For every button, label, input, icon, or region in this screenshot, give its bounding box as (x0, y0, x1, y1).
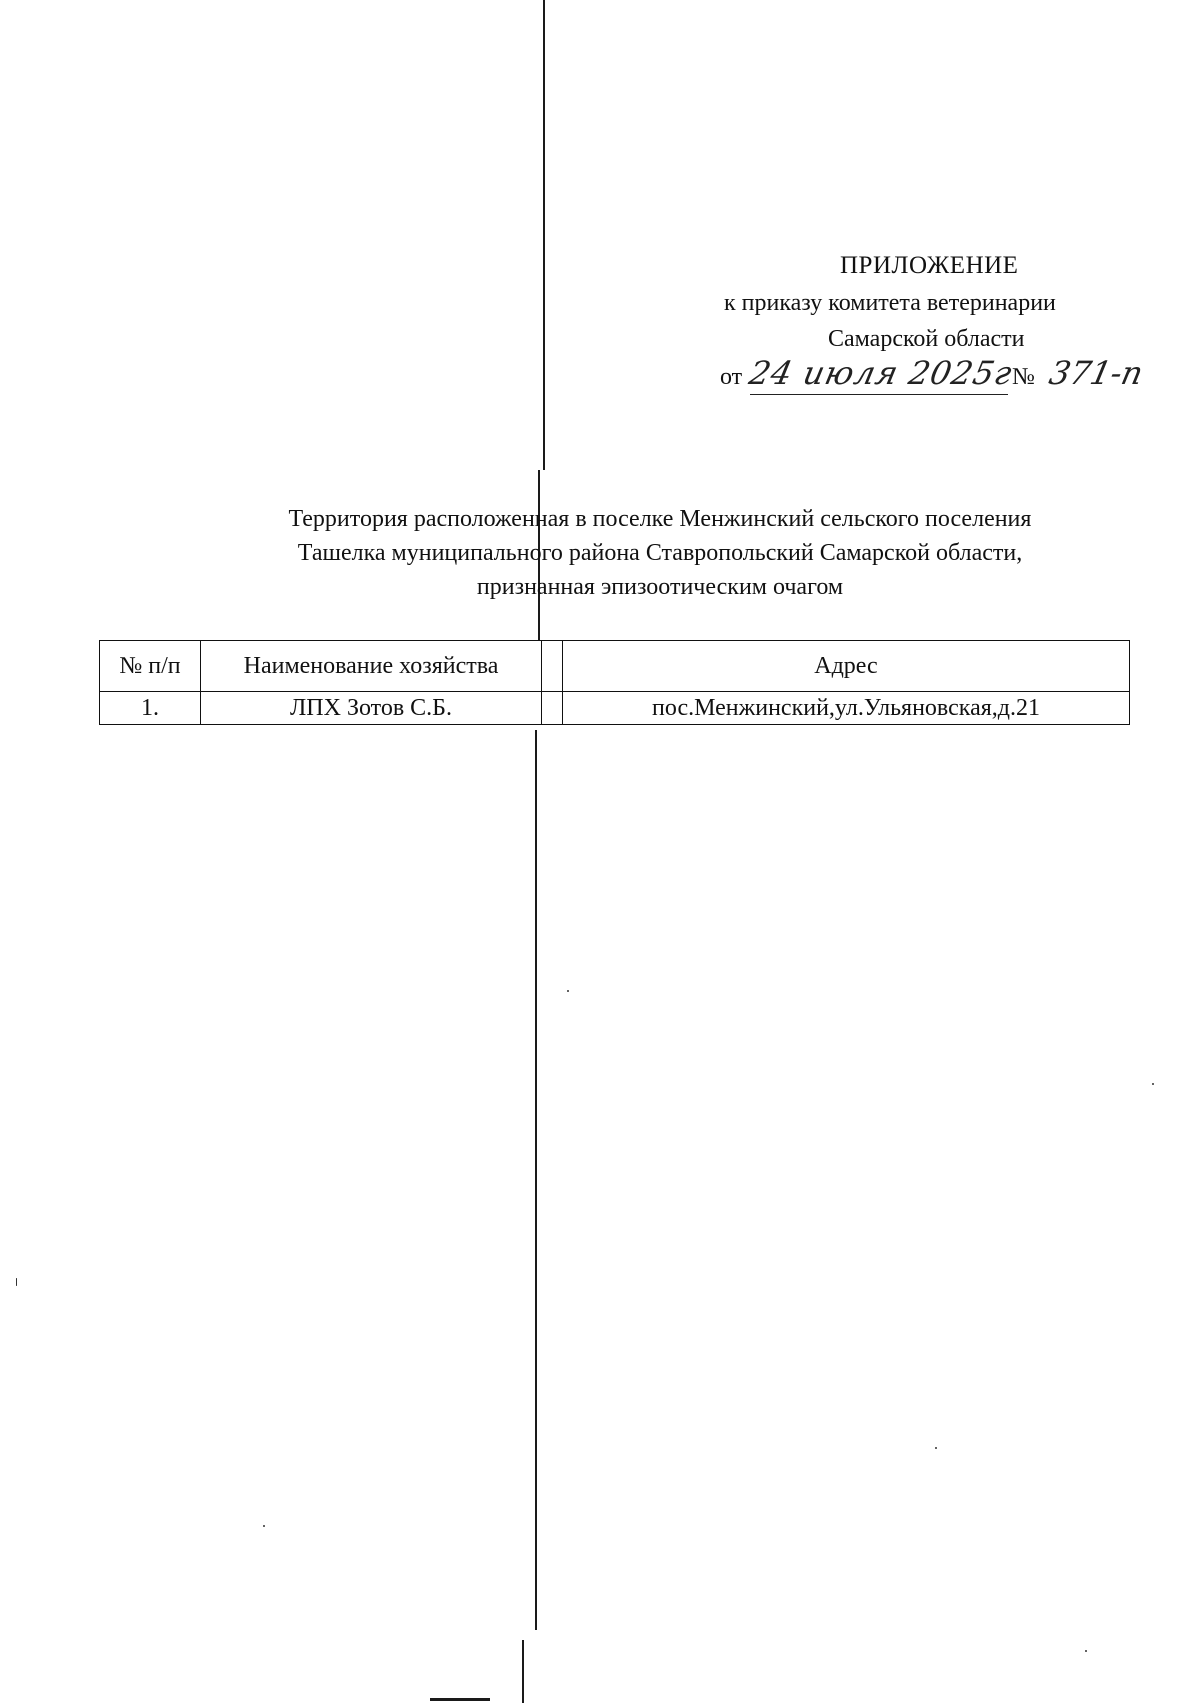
scan-speck (935, 1447, 937, 1449)
number-label: № (1012, 364, 1035, 390)
scan-fold-line (522, 1640, 524, 1703)
table-row (100, 692, 1130, 725)
row-address: пос.Менжинский,ул.Ульяновская,д.21 (563, 692, 1130, 725)
territory-line-3: признанная эпизоотическим очагом (476, 574, 844, 600)
row-empty-cell (542, 692, 563, 725)
appendix-title: ПРИЛОЖЕНИЕ (840, 252, 1019, 279)
appendix-region-line: Самарской области (828, 326, 1025, 352)
table-header-row (100, 641, 1130, 692)
territory-heading (110, 502, 1200, 604)
territory-line-2: Ташелка муниципального района Ставропольский Самарской области, (297, 540, 1023, 566)
farms-table (99, 640, 1130, 725)
scan-speck (567, 990, 569, 992)
scan-bottom-mark (430, 1698, 490, 1701)
scan-speck (1152, 1083, 1154, 1085)
order-date-line (720, 354, 1190, 402)
handwritten-date: 24 июля 2025г (745, 354, 1017, 392)
header-address: Адрес (563, 641, 1130, 692)
scan-speck (263, 1525, 265, 1527)
row-number: 1. (100, 692, 201, 725)
row-farm-name: ЛПХ Зотов С.Б. (201, 692, 542, 725)
scan-speck (16, 1278, 17, 1286)
header-number: № п/п (100, 641, 201, 692)
date-prefix: от (720, 364, 743, 390)
scan-fold-line (535, 730, 537, 1630)
header-farm-name: Наименование хозяйства (201, 641, 542, 692)
date-underline (750, 394, 1008, 395)
header-empty-cell (542, 641, 563, 692)
scan-speck (1085, 1650, 1087, 1652)
territory-line-1: Территория расположенная в поселке Менжинский сельского поселения (288, 506, 1032, 532)
handwritten-order-number: 371-п (1045, 354, 1147, 392)
appendix-order-line: к приказу комитета ветеринарии (724, 290, 1056, 316)
scan-fold-line (543, 0, 545, 470)
